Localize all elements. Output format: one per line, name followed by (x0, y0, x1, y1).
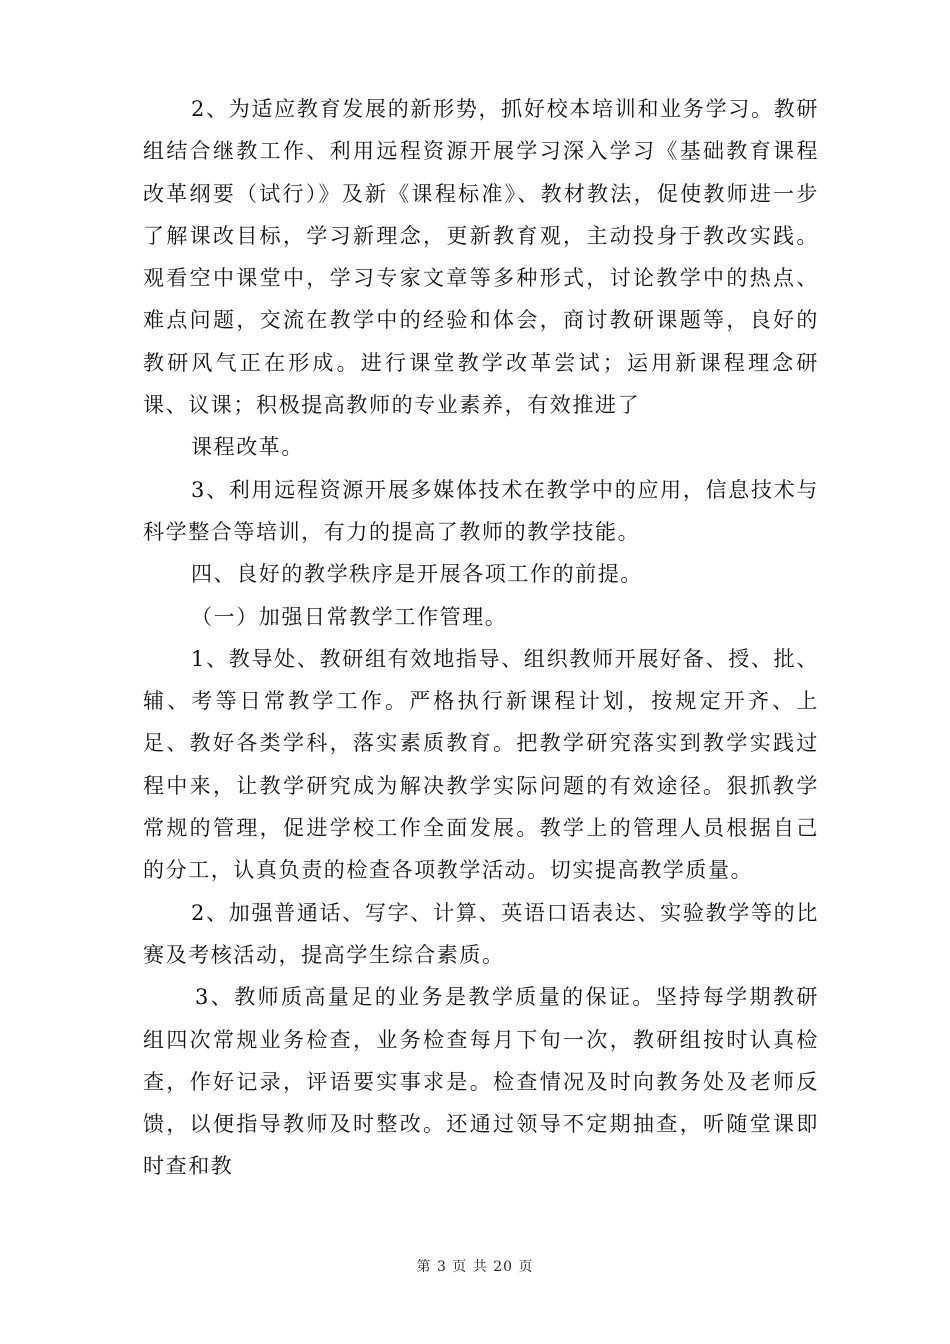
paragraph-business-inspection: 3、教师质高量足的业务是教学质量的保证。坚持每学期教研组四次常规业务检查，业务检查每月下旬一次，教研组按时认真检查，作好记录，评语要实事求是。检查情况及时向教务处及老师反馈，以便指导教师及时整改。还通过领导不定期抽查，听随堂课即时查和教 (143, 985, 819, 1179)
paragraph-competitions: 2、加强普通话、写字、计算、英语口语表达、实验教学等的比赛及考核活动，提高学生综合素质。 (143, 900, 819, 967)
page-number-footer: 第 3 页 共 20 页 (416, 1259, 534, 1275)
paragraph-daily-teaching-work: 1、教导处、教研组有效地指导、组织教师开展好备、授、批、辅、考等日常教学工作。严格执行新课程计划，按规定开齐、上足、教好各类学科，落实素质教育。把教学研究落实到教学实践过程中来，让教学研究成为解决教学实际问题的有效途径。狠抓教学常规的管理，促进学校工作全面发展。教学上的管理人员根据自己的分工，认真负责的检查各项教学活动。切实提高教学质量。 (143, 646, 819, 883)
paragraph-curriculum-reform: 课程改革。 (191, 435, 304, 460)
section-heading-teaching-order: 四、良好的教学秩序是开展各项工作的前提。 (191, 562, 643, 587)
paragraph-training: 2、为适应教育发展的新形势，抓好校本培训和业务学习。教研组结合继教工作、利用远程资源开展学习深入学习《基础教育课程改革纲要（试行）》及新《课程标准》、教材教法，促使教师进一步了解课改目标，学习新理念，更新教育观，主动投身于教改实践。观看空中课堂中，学习专家文章等多种形式，讨论教学中的热点、难点问题，交流在教学中的经验和体会，商讨教研课题等，良好的教研风气正在形成。进行课堂教学改革尝试；运用新课程理念研课、议课；积极提高教师的专业素养，有效推进了 (143, 97, 819, 418)
document-body (143, 88, 819, 1188)
paragraph-remote-resources: 3、利用远程资源开展多媒体技术在教学中的应用，信息技术与科学整合等培训，有力的提高了教师的教学技能。 (143, 477, 819, 544)
subsection-heading-daily-management: （一）加强日常教学工作管理。 (191, 604, 508, 629)
